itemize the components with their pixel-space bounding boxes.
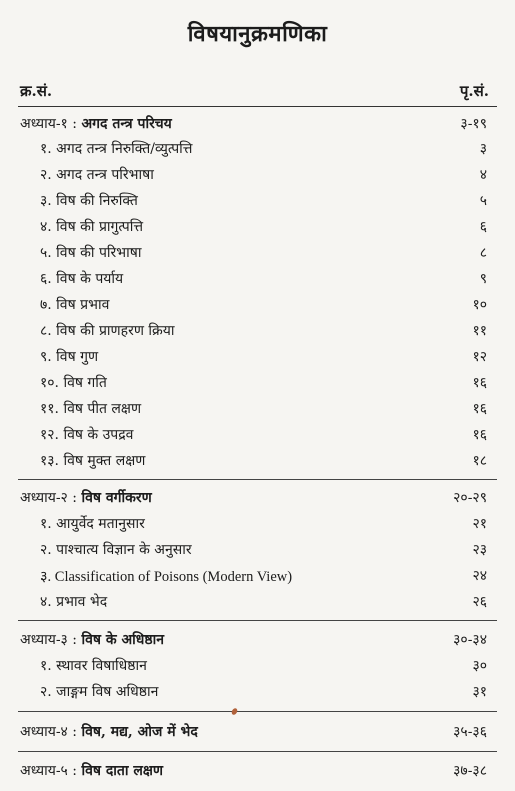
chapter-prefix: अध्याय-५ : (20, 763, 82, 779)
item-label: २. अगद तन्त्र परिभाषा (40, 167, 154, 183)
toc-item (0, 295, 515, 317)
item-label: ८. विष की प्राणहरण क्रिया (40, 323, 175, 339)
item-page: ३० (472, 658, 487, 674)
item-page: १६ (472, 375, 487, 391)
toc-item (0, 399, 515, 421)
chapter-title: विष दाता लक्षण (81, 763, 164, 779)
item-label: ४. विष की प्रागुत्पत्ति (40, 219, 144, 235)
item-page: १२ (472, 349, 487, 365)
item-page: ८ (479, 245, 487, 261)
item-label: ६. विष के पर्याय (40, 271, 124, 287)
chapter-pages: ३७-३८ (453, 763, 487, 779)
toc-item (0, 451, 515, 473)
chapter-prefix: अध्याय-२ : (20, 490, 82, 506)
item-page: १० (472, 297, 487, 313)
chapter-title: अगद तन्त्र परिचय (81, 116, 172, 132)
item-page: १६ (472, 401, 487, 417)
chapter-title: विष, मद्य, ओज में भेद (81, 724, 198, 740)
ink-spot (231, 707, 239, 716)
chapter-row (0, 630, 515, 652)
chapter-title: विष के अधिष्ठान (81, 632, 165, 648)
chapter-prefix: अध्याय-३ : (20, 632, 82, 648)
item-page: ३१ (472, 684, 487, 700)
item-label: ५. विष की परिभाषा (40, 245, 142, 261)
toc-item (0, 514, 515, 536)
item-label: ७. विष प्रभाव (40, 297, 110, 313)
chapter-row (0, 722, 515, 744)
toc-item (0, 566, 515, 588)
chapter-title: विष वर्गीकरण (81, 490, 152, 506)
item-label: १०. विष गति (40, 375, 107, 391)
item-page: २६ (472, 594, 487, 610)
item-page: २१ (472, 516, 487, 532)
toc-item (0, 191, 515, 213)
chapter-row (0, 761, 515, 783)
item-label: १. अगद तन्त्र निरुक्ति/व्युत्पत्ति (40, 141, 193, 157)
toc-item (0, 656, 515, 678)
chapter-prefix: अध्याय-४ : (20, 724, 82, 740)
chapter-divider (18, 620, 497, 621)
item-label: ३. Classification of Poisons (Modern View) (40, 569, 293, 585)
item-label: ३. विष की निरुक्ति (40, 193, 138, 209)
header-rule (18, 106, 497, 107)
item-page: ११ (472, 323, 487, 339)
item-label: १. आयुर्वेद मतानुसार (40, 516, 145, 532)
chapter-divider (18, 711, 497, 712)
page-number-header: पृ.सं. (459, 82, 489, 100)
item-page: १६ (472, 427, 487, 443)
chapter-pages: २०-२९ (453, 490, 487, 506)
chapter-row (0, 488, 515, 510)
toc-item (0, 243, 515, 265)
item-label: २. पाश्चात्य विज्ञान के अनुसार (40, 542, 192, 558)
chapter-divider (18, 751, 497, 752)
toc-item (0, 373, 515, 395)
item-page: ९ (479, 271, 487, 287)
serial-number-header: क्र.सं. (20, 82, 53, 100)
item-label: १२. विष के उपद्रव (40, 427, 134, 443)
chapter-divider (18, 479, 497, 480)
item-label: २. जाङ्गम विष अधिष्ठान (40, 684, 159, 700)
page-title: विषयानुक्रमणिका (187, 21, 328, 47)
item-page: ३ (479, 141, 487, 157)
item-page: ४ (479, 167, 487, 183)
toc-item (0, 321, 515, 343)
item-label: ९. विष गुण (40, 349, 99, 365)
item-label: ४. प्रभाव भेद (40, 594, 108, 610)
item-page: ५ (479, 193, 487, 209)
item-label: १३. विष मुक्त लक्षण (40, 453, 146, 469)
toc-item (0, 682, 515, 704)
toc-item (0, 425, 515, 447)
item-label: १. स्थावर विषाधिष्ठान (40, 658, 147, 674)
item-page: २४ (472, 568, 487, 584)
toc-item (0, 139, 515, 161)
toc-item (0, 217, 515, 239)
chapter-pages: ३५-३६ (453, 724, 487, 740)
toc-item (0, 592, 515, 614)
item-page: २३ (472, 542, 487, 558)
chapter-pages: ३०-३४ (453, 632, 487, 648)
item-page: १८ (472, 453, 487, 469)
item-page: ६ (479, 219, 487, 235)
item-label: ११. विष पीत लक्षण (40, 401, 142, 417)
chapter-pages: ३-१९ (460, 116, 487, 132)
toc-item (0, 347, 515, 369)
toc-item (0, 540, 515, 562)
chapter-row (0, 114, 515, 136)
toc-item (0, 269, 515, 291)
chapter-prefix: अध्याय-१ : (20, 116, 82, 132)
toc-item (0, 165, 515, 187)
